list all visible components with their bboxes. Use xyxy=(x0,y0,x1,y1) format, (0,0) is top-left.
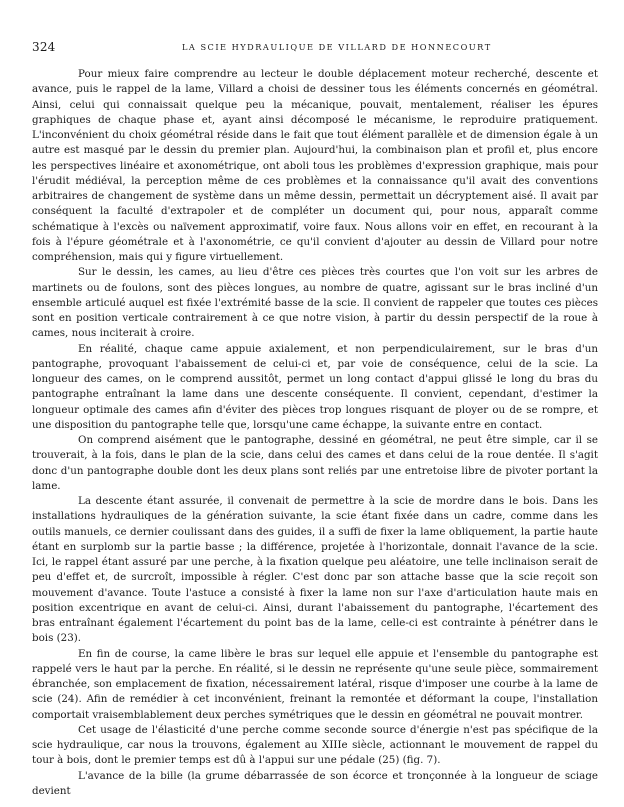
running-title: LA SCIE HYDRAULIQUE DE VILLARD DE HONNECOURT xyxy=(182,42,492,52)
page-number: 324 xyxy=(32,40,56,54)
paragraph: On comprend aisément que le pantographe, dessiné en géométral, ne peut être simple, car il se trouverait, à la fois, dans le plan de la scie, dans celui des cames et dans celui de la roue dentée. Il s'agit donc d'un pantographe double dont les deux plans sont reliés par une entretoise libre de pivoter portant la lame. xyxy=(32,434,598,492)
paragraph: Cet usage de l'élasticité d'une perche comme seconde source d'énergie n'est pas spécifique de la scie hydraulique, car nous la trouvons, également au XIIIe siècle, actionnant le mouvement de rappel du tour à bois, dont le premier temps est dû à l'appui sur une pédale (25) (fig. 7). xyxy=(32,723,598,767)
paragraph: La descente étant assurée, il convenait de permettre à la scie de mordre dans le bois. Dans les installations hydrauliques de la génération suivante, la scie étant fixée dans un cadre, comme dans les outils manuels, ce dernier coulissant dans des guides, il a suffi de fixer la lame obliquement, la partie haute étant en surplomb sur la partie basse ; la différence, projetée à l'horizontale, donnait l'avance de la scie. Ici, le rappel étant assuré par une perche, à la fixation quelque peu aléatoire, une telle inclinaison serait de peu d'effet et, de surcroît, impossible à régler. C'est donc par son attache basse que la scie reçoit son mouvement d'avance. Toute l'astuce a consisté à fixer la lame non sur l'axe d'articulation haute mais en position excentrique en avant de celui-ci. Ainsi, durant l'abaissement du pantographe, l'écartement des bras entraînant également l'écartement du point bas de la lame, celle-ci est contrainte à pénétrer dans le bois (23). xyxy=(32,495,598,645)
paragraph: En réalité, chaque came appuie axialement, et non perpendiculairement, sur le bras d'un pantographe, provoquant l'abaissement de celui-ci et, par voie de conséquence, celui de la scie. La longueur des cames, on le comprend aussitôt, permet un long contact d'appui glissé le long du bras du pantographe entraînant la lame dans une descente conséquente. Il convient, cependant, d'estimer la longueur optimale des cames afin d'éviter des pièces trop longues risquant de ployer ou de se rompre, et une disposition du pantographe telle que, lorsqu'une came échappe, la suivante entre en contact. xyxy=(32,342,598,431)
page-header xyxy=(32,40,598,56)
paragraph: En fin de course, la came libère le bras sur lequel elle appuie et l'ensemble du pantographe est rappelé vers le haut par la perche. En réalité, si le dessin ne représente qu'une seule pièce, sommairement ébranchée, son emplacement de fixation, nécessairement latéral, risque d'imposer une courbe à la lame de scie (24). Afin de remédier à cet inconvénient, freinant la remontée et déformant la coupe, l'installation comportait vraisemblablement deux perches symétriques que le dessin en géométral ne pouvait montrer. xyxy=(32,647,598,721)
paragraph: L'avance de la bille (la grume débarrassée de son écorce et tronçonnée à la longueur de sciage devient xyxy=(32,769,598,797)
body-text xyxy=(32,67,598,799)
paragraph: Pour mieux faire comprendre au lecteur le double déplacement moteur recherché, descente et avance, puis le rappel de la lame, Villard a choisi de dessiner tous les éléments concernés en géométral. Ainsi, celui qui connaissait quelque peu la mécanique, pouvait, mentalement, réaliser les épures graphiques de chaque phase et, ayant ainsi décomposé le mécanisme, le reproduire pratiquement. L'inconvénient du choix géométral réside dans le fait que tout élément parallèle et de dimension égale à un autre est masqué par le dessin du premier plan. Aujourd'hui, la combinaison plan et profil et, plus encore les perspectives linéaire et axonométrique, ont aboli tous les problèmes d'expression graphique, mais pour l'érudit médiéval, la perception même de ces problèmes et la connaissance qu'il avait des conventions arbitraires de changement de système dans un même dessin, permettait un décryptement aisé. Il avait par conséquent la faculté d'extrapoler et de compléter un document qui, pour nous, apparaît comme schématique à l'excès ou naïvement approximatif, voire faux. Nous allons voir en effet, en recourant à la fois à l'épure géométrale et à l'axonométrie, ce qu'il convient d'ajouter au dessin de Villard pour notre compréhension, mais qui y figure virtuellement. xyxy=(32,68,598,263)
paragraph: Sur le dessin, les cames, au lieu d'être ces pièces très courtes que l'on voit sur les arbres de martinets ou de foulons, sont des pièces longues, au nombre de quatre, agissant sur le bras incliné d'un ensemble articulé auquel est fixée l'extrémité basse de la scie. Il convient de rappeler que toutes ces pièces sont en position verticale contrairement à ce que notre vision, à partir du dessin perspectif de la roue à cames, nous inciterait à croire. xyxy=(32,266,598,340)
